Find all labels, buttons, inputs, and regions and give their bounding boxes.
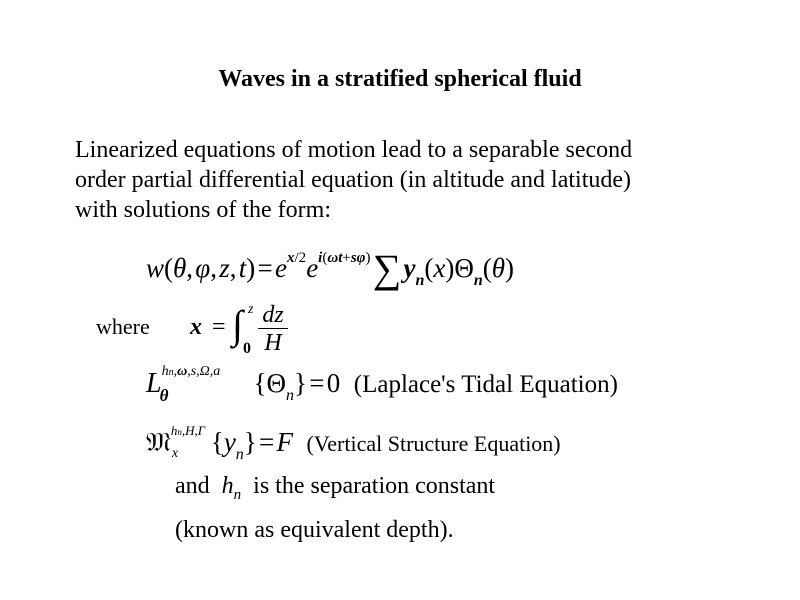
intro-line-1: Linearized equations of motion lead to a separable second — [75, 137, 633, 163]
laplace-label: (Laplace's Tidal Equation) — [353, 371, 618, 398]
vertical-label: (Vertical Structure Equation) — [306, 431, 561, 456]
separation-constant-line — [175, 473, 495, 504]
slide-title: Waves in a stratified spherical fluid — [218, 66, 582, 92]
intro-line-3: with solutions of the form: — [75, 197, 331, 223]
intro-paragraph — [75, 135, 755, 225]
solution-equation: w(θ, φ, z, t) = $e^{x/2}e^{i(\omega t+s\varphi)}$ ∑ $y_n(x)\Theta_n(\theta)$ — [146, 246, 515, 291]
hn-symbol: $h_n$ — [221, 473, 242, 503]
intro-line-2: order partial differential equation (in altitude and latitude) — [75, 167, 632, 193]
and-label: and — [175, 473, 210, 499]
separation-constant-text: is the separation constant — [253, 473, 496, 499]
vertical-structure-equation: 𝔐 hn,H,Γ x $\{y_n\}$ = F (Vertical Structure Equation) — [146, 423, 561, 463]
x-definition-equation: x = ∫ z 0 dz H — [188, 300, 308, 360]
laplace-tidal-equation: L hn,ω,s,Ω,a θ $\{\Theta_n\}$ = 0 (Laplace's Tidal Equation) — [146, 364, 618, 405]
where-label: where — [96, 314, 150, 339]
equivalent-depth-line: (known as equivalent depth). — [175, 517, 454, 543]
